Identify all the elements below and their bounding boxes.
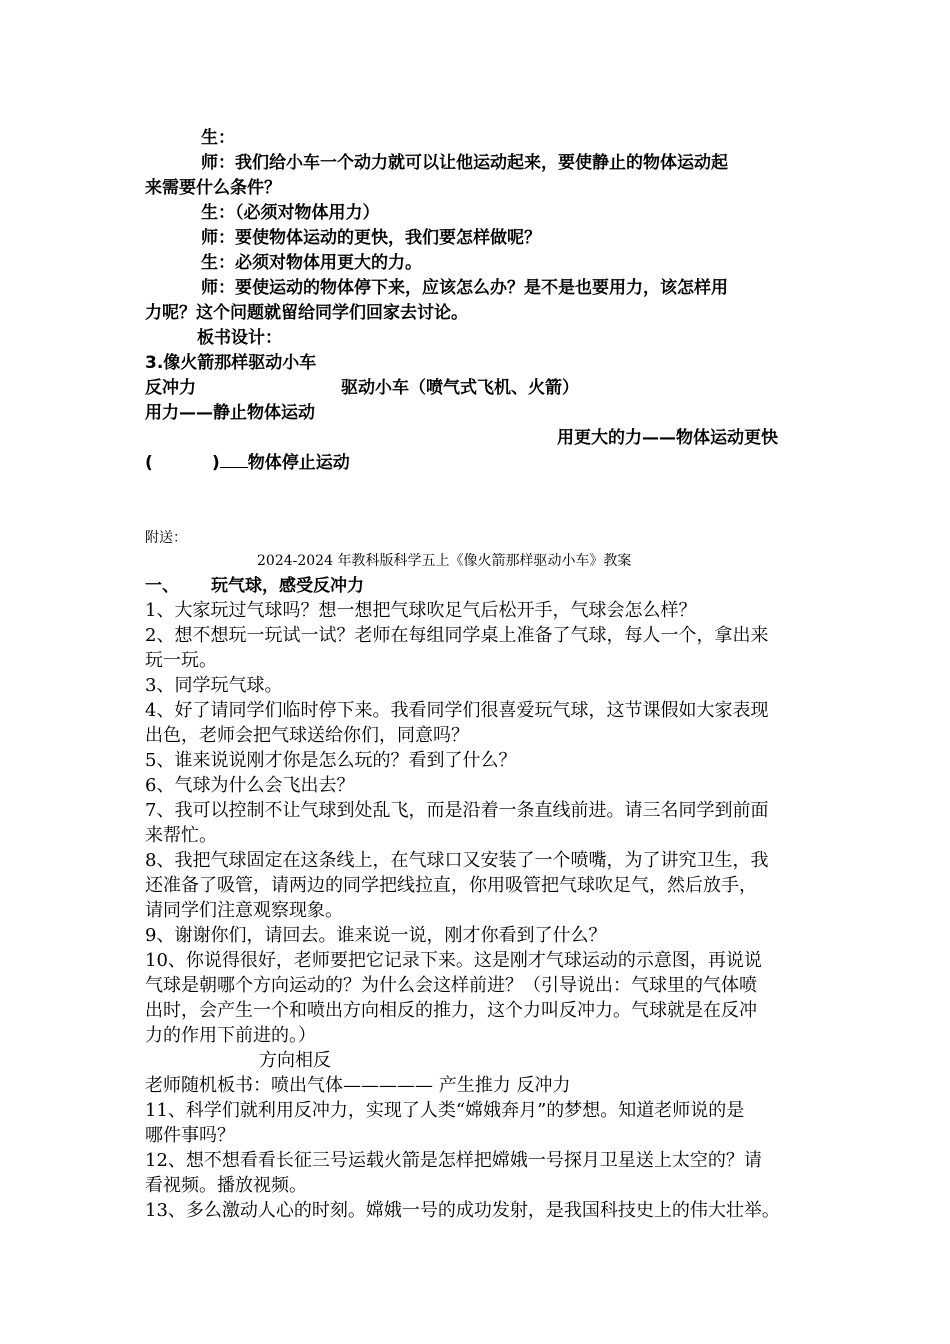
- body-line: 出色，老师会把气球送给你们，同意吗？: [145, 725, 469, 746]
- body-line: 请同学们注意观察现象。: [145, 900, 343, 921]
- board-row-3: [145, 451, 350, 475]
- board-left: 反冲力: [145, 378, 196, 398]
- blank-paren: ( ): [145, 453, 220, 473]
- dialogue-line: 师：要使物体运动的更快，我们要怎样做呢？: [201, 228, 541, 248]
- body-line: 3、同学玩气球。: [145, 675, 283, 696]
- dialogue-line: 生：必须对物体用更大的力。: [201, 253, 422, 273]
- board-right: 驱动小车（喷气式飞机、火箭）: [341, 378, 579, 398]
- board-design-label: 板书设计：: [197, 328, 282, 348]
- body-line: 5、谁来说说刚才你是怎么玩的？看到了什么？: [145, 750, 517, 771]
- dialogue-line: 师：要使运动的物体停下来，应该怎么办？是不是也要用力，该怎样用: [201, 278, 728, 298]
- body-line: 还准备了吸管，请两边的同学把线拉直，你用吸管把气球吹足气，然后放手，: [145, 875, 757, 896]
- body-line: 12、想不想看看长征三号运载火箭是怎样把嫦娥一号探月卫星送上太空的？请: [145, 1150, 762, 1171]
- section-heading: 玩气球，感受反冲力: [211, 576, 364, 596]
- dialogue-line: 生：: [201, 128, 235, 148]
- board-row-3-text: 物体停止运动: [247, 453, 350, 473]
- body-line: 出时，会产生一个和喷出方向相反的推力，这个力叫反冲力。气球就是在反冲: [145, 1000, 757, 1021]
- body-line: 13、多么激动人心的时刻。嫦娥一号的成功发射，是我国科技史上的伟大壮举。: [145, 1200, 780, 1221]
- body-line: 气球是朝哪个方向运动的？为什么会这样前进？（引导说出：气球里的气体喷: [145, 975, 757, 996]
- section-number: 一、: [145, 576, 179, 596]
- body-line: 10、你说得很好，老师要把它记录下来。这是刚才气球运动的示意图，再说说: [145, 950, 762, 971]
- body-line: 7、我可以控制不让气球到处乱飞，而是沿着一条直线前进。请三名同学到前面: [145, 800, 769, 821]
- blank-underline: [220, 467, 248, 468]
- body-line: 来帮忙。: [145, 825, 217, 846]
- body-line: 哪件事吗？: [145, 1125, 235, 1146]
- body-line: 力的作用下前进的。）: [145, 1025, 316, 1046]
- board-row-1: 用力——静止物体运动: [145, 403, 315, 423]
- board-note: 老师随机板书：喷出气体————— 产生推力 反冲力: [145, 1075, 571, 1096]
- dialogue-line: 师：我们给小车一个动力就可以让他运动起来，要使静止的物体运动起: [201, 153, 728, 173]
- board-title: 3.像火箭那样驱动小车: [145, 353, 317, 373]
- dialogue-line: 力呢？这个问题就留给同学们回家去讨论。: [145, 303, 468, 323]
- appendix-label: 附送：: [145, 530, 187, 546]
- body-line: 玩一玩。: [145, 650, 217, 671]
- body-line: 11、科学们就利用反冲力，实现了人类“嫦娥奔月”的梦想。知道老师说的是: [145, 1100, 745, 1121]
- dialogue-line: 生：（必须对物体用力）: [201, 203, 380, 223]
- body-line: 6、气球为什么会飞出去？: [145, 775, 355, 796]
- body-line: 4、好了请同学们临时停下来。我看同学们很喜爱玩气球，这节课假如大家表现: [145, 700, 769, 721]
- body-line: 9、谢谢你们，请回去。谁来说一说，刚才你看到了什么？: [145, 925, 607, 946]
- body-line: 2、想不想玩一玩试一试？老师在每组同学桌上准备了气球，每人一个，拿出来: [145, 625, 769, 646]
- body-line: 8、我把气球固定在这条线上，在气球口又安装了一个喷嘴，为了讲究卫生，我: [145, 850, 769, 871]
- body-line: 1、大家玩过气球吗？想一想把气球吹足气后松开手，气球会怎么样？: [145, 600, 697, 621]
- direction-label: 方向相反: [259, 1050, 331, 1071]
- dialogue-line: 来需要什么条件？: [145, 178, 281, 198]
- appendix-title: 2024-2024 年教科版科学五上《像火箭那样驱动小车》教案: [257, 553, 632, 569]
- body-line: 看视频。播放视频。: [145, 1175, 307, 1196]
- board-row-2: 用更大的力——物体运动更快: [557, 428, 778, 448]
